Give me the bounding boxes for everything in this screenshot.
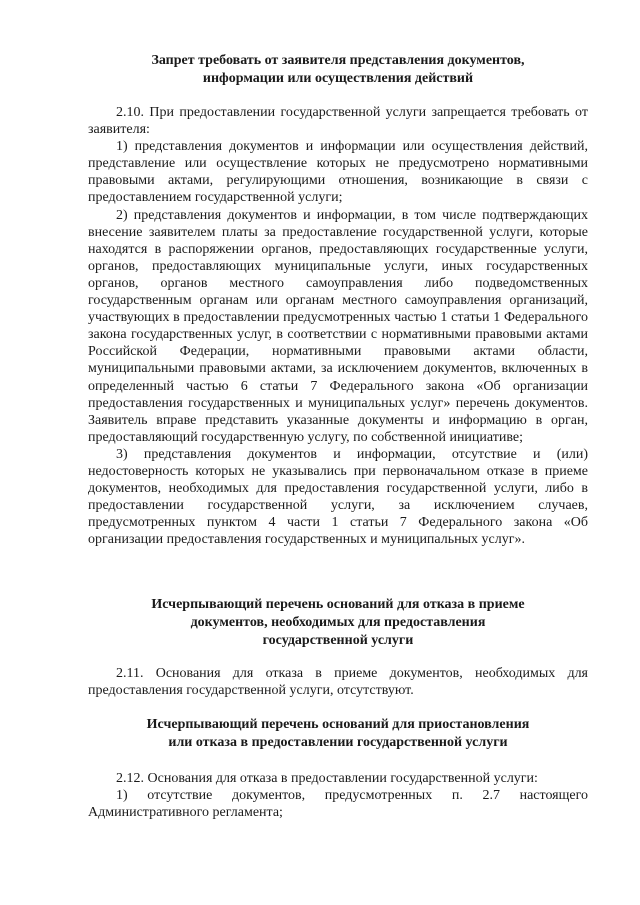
section-title-2-line-3: государственной услуги — [262, 633, 414, 648]
section-title-2-line-2: документов, необходимых для предоставления — [190, 615, 486, 630]
section-title-3 — [88, 716, 588, 752]
section-title-1-line-2: информации или осуществления действий — [202, 71, 474, 86]
paragraph-2-10: 2.10. При предоставлении государственной услуги запрещается требовать от заявителя: — [88, 105, 588, 138]
paragraph-2-12-item-1: 1) отсутствие документов, предусмотренных п. 2.7 настоящего Административного регламента; — [88, 788, 588, 821]
section-2-body — [88, 665, 588, 699]
section-title-2-line-1: Исчерпывающий перечень оснований для отказа в приеме — [151, 597, 525, 612]
section-3-body — [88, 770, 588, 821]
paragraph-2-10-item-2: 2) представления документов и информации, в том числе подтверждающих внесение заявителем платы за предоставление государственной услуги, которые находятся в распоряжении органов, предоставляющих государственные услуги, органов, предоставляющих муниципальные услуги, иных государственных органов, органов местного самоуправления либо подведомственных государственным органам или органам местного самоуправления организаций, участвующих в предоставлении предусмотренных частью 1 статьи 1 Федерального закона государственных услуг, в соответствии с нормативными правовыми актами Российской Федерации, нормативными правовыми актами области, муниципальными правовыми актами, за исключением документов, включенных в определенный частью 6 статьи 7 Федерального закона «Об организации предоставления государственных и муниципальных услуг» перечень документов. Заявитель вправе представить указанные документы и информацию в орган, предоставляющий государственную услугу, по собственной инициативе; — [88, 207, 588, 445]
section-title-3-line-2: или отказа в предоставлении государственной услуги — [168, 735, 508, 750]
paragraph-2-11: 2.11. Основания для отказа в приеме документов, необходимых для предоставления государственной услуги, отсутствуют. — [88, 666, 588, 699]
paragraph-2-10-item-1: 1) представления документов и информации или осуществления действий, представление или осуществление которых не предусмотрено нормативными правовыми актами, регулирующими отношения, возникающие в связи с предоставлением государственной услуги; — [88, 139, 588, 206]
section-title-2 — [88, 596, 588, 650]
section-title-1-line-1: Запрет требовать от заявителя представления документов, — [151, 53, 525, 68]
paragraph-2-10-item-3: 3) представления документов и информации, отсутствие и (или) недостоверность которых не указывались при первоначальном отказе в приеме документов, необходимых для предоставления государственной услуги, либо в предоставлении государственной услуги, за исключением случаев, предусмотренных пунктом 4 части 1 статьи 7 Федерального закона «Об организации предоставления государственных и муниципальных услуг». — [88, 446, 588, 548]
section-1-body — [88, 104, 588, 548]
section-title-3-line-1: Исчерпывающий перечень оснований для приостановления — [146, 717, 530, 732]
section-title-1 — [88, 52, 588, 88]
paragraph-2-12: 2.12. Основания для отказа в предоставлении государственной услуги: — [116, 771, 538, 786]
